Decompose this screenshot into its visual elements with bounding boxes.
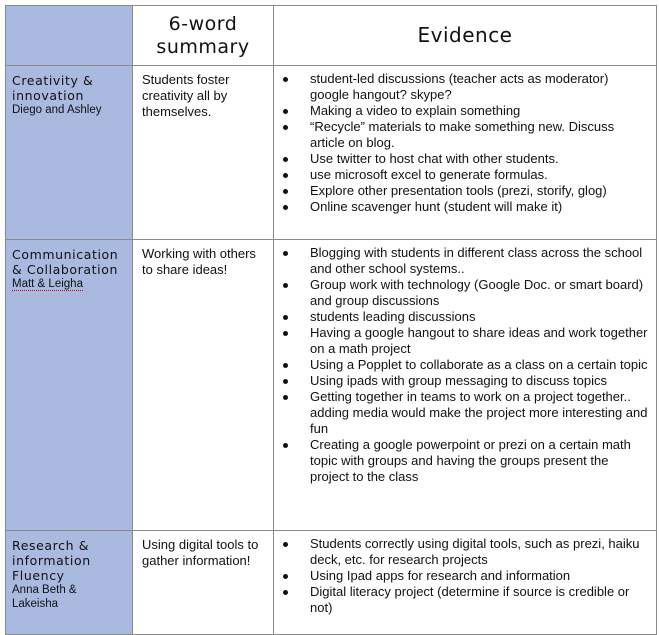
evidence-cell <box>274 240 657 531</box>
list-item: Use twitter to host chat with other students. <box>310 151 648 167</box>
list-item: Using a Popplet to collaborate as a class on a certain topic <box>310 357 648 373</box>
header-evidence-cell <box>274 6 657 66</box>
list-item: Digital literacy project (determine if source is credible or not) <box>310 584 648 616</box>
members-text: Matt & Leigha <box>12 278 83 290</box>
category-members: Anna Beth & <box>12 584 77 596</box>
bullet-icon <box>283 443 288 448</box>
bullet-icon <box>283 363 288 368</box>
bullet-icon <box>283 189 288 194</box>
list-item: use microsoft excel to generate formulas. <box>310 167 648 183</box>
evidence-cell <box>274 531 657 635</box>
category-name-line: Fluency <box>12 568 65 583</box>
header-summary-line2: summary <box>156 35 250 58</box>
header-evidence-title: Evidence <box>417 23 513 47</box>
bullet-icon <box>283 157 288 162</box>
list-item: student-led discussions (teacher acts as moderator) google hangout? skype? <box>310 71 648 103</box>
summary-cell <box>133 531 274 635</box>
bullet-icon <box>283 574 288 579</box>
list-item: Students correctly using digital tools, such as prezi, haiku deck, etc. for research projects <box>310 536 648 568</box>
category-name-line: Creativity & <box>12 73 94 88</box>
table-row <box>6 66 657 240</box>
bullet-icon <box>283 109 288 114</box>
list-item: Creating a google powerpoint or prezi on a certain math topic with groups and having the groups present the project to the class <box>310 437 648 485</box>
category-cell <box>6 66 133 240</box>
skills-evidence-table <box>5 5 657 635</box>
bullet-icon <box>283 283 288 288</box>
list-item: Making a video to explain something <box>310 103 648 119</box>
bullet-icon <box>283 315 288 320</box>
evidence-list <box>274 536 648 616</box>
header-summary-cell <box>133 6 274 66</box>
bullet-icon <box>283 205 288 210</box>
header-row <box>6 6 657 66</box>
table-row <box>6 531 657 635</box>
list-item: Using ipads with group messaging to discuss topics <box>310 373 648 389</box>
bullet-icon <box>283 77 288 82</box>
summary-cell <box>133 240 274 531</box>
summary-text: Students foster creativity all by themselves. <box>142 72 230 119</box>
evidence-cell <box>274 66 657 240</box>
category-members: Diego and Ashley <box>12 104 102 116</box>
list-item: Using Ipad apps for research and information <box>310 568 648 584</box>
category-members <box>12 277 126 291</box>
summary-cell <box>133 66 274 240</box>
list-item: Getting together in teams to work on a project together.. adding media would make the project more interesting and fun <box>310 389 648 437</box>
bullet-icon <box>283 331 288 336</box>
summary-text: Working with others to share ideas! <box>142 246 256 277</box>
bullet-icon <box>283 395 288 400</box>
bullet-icon <box>283 542 288 547</box>
category-name-line: Communication <box>12 247 119 262</box>
bullet-icon <box>283 590 288 595</box>
list-item: Having a google hangout to share ideas and work together on a math project <box>310 325 648 357</box>
evidence-list <box>274 245 648 485</box>
bullet-icon <box>283 379 288 384</box>
header-blank-cell <box>6 6 133 66</box>
category-cell <box>6 531 133 635</box>
list-item: Group work with technology (Google Doc. or smart board) and group discussions <box>310 277 648 309</box>
list-item: Blogging with students in different class across the school and other school systems.. <box>310 245 648 277</box>
list-item: Explore other presentation tools (prezi, storify, glog) <box>310 183 648 199</box>
bullet-icon <box>283 173 288 178</box>
summary-text: Using digital tools to gather information! <box>142 537 259 568</box>
table-row <box>6 240 657 531</box>
header-summary-line1: 6-word <box>168 12 238 35</box>
evidence-list <box>274 71 648 215</box>
bullet-icon <box>283 251 288 256</box>
category-name-line: Research & <box>12 538 90 553</box>
category-name-line: innovation <box>12 88 84 103</box>
category-members: Lakeisha <box>12 598 59 610</box>
category-name-line: & Collaboration <box>12 262 119 277</box>
category-name-line: information <box>12 553 91 568</box>
list-item: “Recycle” materials to make something new. Discuss article on blog. <box>310 119 648 151</box>
category-cell <box>6 240 133 531</box>
bullet-icon <box>283 125 288 130</box>
list-item: students leading discussions <box>310 309 648 325</box>
list-item: Online scavenger hunt (student will make it) <box>310 199 648 215</box>
